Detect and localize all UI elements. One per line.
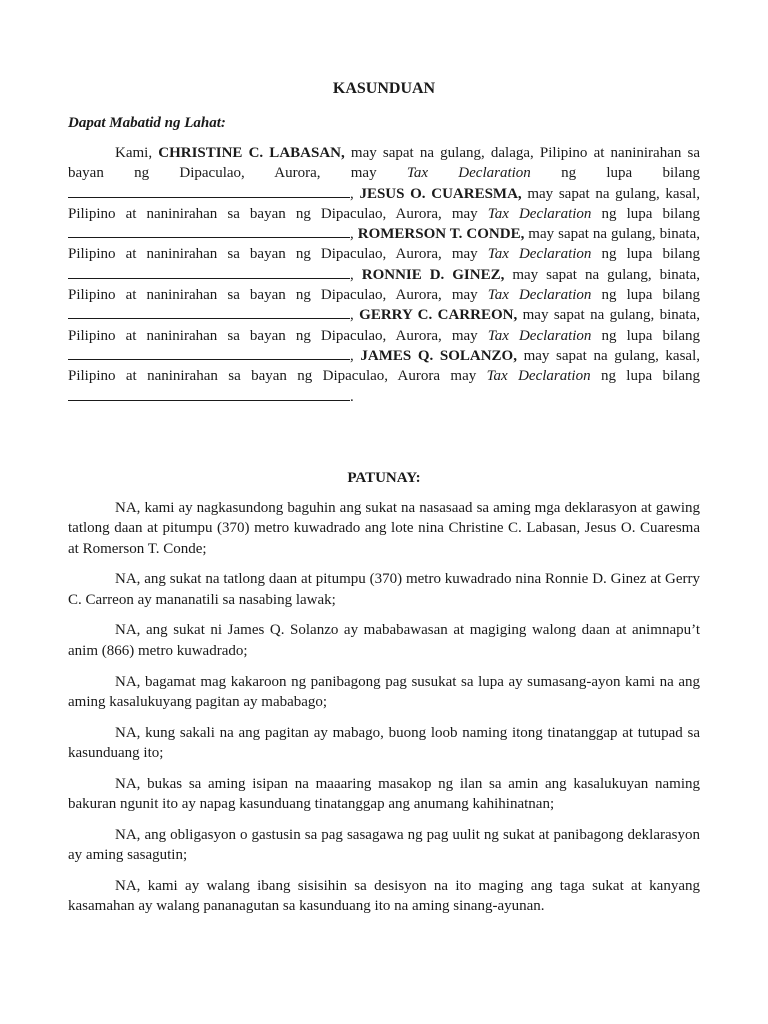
- clause-list: [68, 498, 700, 927]
- lot-number-blank-6[interactable]: [68, 388, 350, 401]
- tax-declaration-label-5: Tax Declaration: [487, 327, 592, 344]
- party-end-2: ,: [350, 226, 358, 243]
- intro-opening: Kami,: [115, 145, 159, 161]
- party-name-5: GERRY C. CARREON,: [359, 307, 518, 324]
- clause-paragraph: NA, ang sukat ni James Q. Solanzo ay mababawasan at magiging walong daan at animnapu’t anim (866) metro kuwadrado;: [68, 622, 700, 659]
- clause-paragraph: NA, bagamat mag kakaroon ng panibagong pag susukat sa lupa ay sumasang-ayon kami na ang aming kasalukuyang pagitan ay mababago;: [68, 673, 700, 710]
- lot-number-blank-2[interactable]: [68, 225, 350, 238]
- clause-paragraph: NA, ang obligasyon o gastusin sa pag sasagawa ng pag uulit ng sukat at panibagong deklarasyon ay aming sasagutin;: [68, 826, 700, 864]
- tax-declaration-label-2: Tax Declaration: [487, 205, 592, 222]
- party-end-4: ,: [350, 307, 360, 324]
- party-name-4: RONNIE D. GINEZ,: [361, 266, 505, 283]
- party-name-2: JESUS O. CUARESMA,: [359, 185, 522, 202]
- lot-number-blank-3[interactable]: [68, 266, 350, 279]
- party-end-1: ,: [350, 185, 360, 202]
- party-details-5: may sapat na gulang, binata, Pilipino at naninirahan sa bayan ng Dipaculao, Aurora, may: [68, 307, 700, 344]
- party-lot-label-5: ng lupa bilang: [591, 327, 700, 344]
- lot-number-blank-1[interactable]: [68, 185, 350, 198]
- tax-declaration-label-4: Tax Declaration: [487, 287, 592, 304]
- tax-declaration-label-3: Tax Declaration: [487, 246, 592, 263]
- lot-number-blank-4[interactable]: [68, 306, 350, 319]
- party-name-6: JAMES Q. SOLANZO,: [360, 347, 517, 364]
- party-details-1: may sapat na gulang, dalaga, Pilipino at naninirahan sa bayan ng Dipaculao, Aurora, may: [68, 145, 701, 182]
- lot-number-blank-5[interactable]: [68, 347, 350, 360]
- clause-paragraph: NA, kung sakali na ang pagitan ay mabago, buong loob naming itong tinatanggap at tutupad sa kasunduang ito;: [68, 724, 700, 761]
- party-end-3: ,: [350, 266, 362, 283]
- section-heading-patunay: PATUNAY:: [347, 470, 421, 486]
- party-lot-label-1: ng lupa bilang: [530, 165, 700, 182]
- party-details-4: may sapat na gulang, binata, Pilipino at naninirahan sa bayan ng Dipaculao, Aurora, may: [68, 266, 701, 304]
- party-details-2: may sapat na gulang, kasal, Pilipino at naninirahan sa bayan ng Dipaculao, Aurora, may: [68, 185, 701, 222]
- party-end-5: ,: [350, 347, 361, 364]
- tax-declaration-label-6: Tax Declaration: [486, 368, 591, 385]
- party-lot-label-3: ng lupa bilang: [591, 246, 700, 263]
- party-name-1: CHRISTINE C. LABASAN,: [158, 145, 345, 161]
- party-lot-label-4: ng lupa bilang: [591, 287, 700, 304]
- clause-paragraph: NA, kami ay nagkasundong baguhin ang sukat na nasasaad sa aming mga deklarasyon at gawing tatlong daan at pitumpu (370) metro kuwadrado ang lote nina Christine C. Labasan, Jesus O. Cuaresma at Romerson T. Conde;: [68, 500, 700, 557]
- clause-paragraph: NA, ang sukat na tatlong daan at pitumpu (370) metro kuwadrado nina Ronnie D. Ginez at Gerry C. Carreon ay mananatili sa nasabing lawak;: [68, 571, 700, 608]
- clause-paragraph: NA, kami ay walang ibang sisisihin sa desisyon na ito maging ang taga sukat at kanyang kasamahan ay walang pananagutan sa kasunduang ito na aming sinang-ayunan.: [68, 877, 700, 915]
- party-lot-label-6: ng lupa bilang: [590, 368, 700, 385]
- party-lot-label-2: ng lupa bilang: [591, 205, 700, 222]
- salutation: Dapat Mabatid ng Lahat:: [68, 115, 226, 131]
- party-end-6: .: [350, 388, 354, 405]
- document-title: KASUNDUAN: [332, 80, 436, 97]
- party-name-3: ROMERSON T. CONDE,: [357, 226, 525, 243]
- intro-paragraph: [68, 143, 700, 407]
- clause-paragraph: NA, bukas sa aming isipan na maaaring masakop ng ilan sa amin ang kasalukuyan naming bakuran ngunit ito ay napag kasunduang tinatanggap ang anumang kahihinatnan;: [68, 775, 700, 813]
- party-details-3: may sapat na gulang, binata, Pilipino at naninirahan sa bayan ng Dipaculao, Aurora, may: [68, 226, 700, 263]
- party-details-6: may sapat na gulang, kasal, Pilipino at naninirahan sa bayan ng Dipaculao, Aurora may: [68, 347, 701, 385]
- tax-declaration-label-1: Tax Declaration: [406, 165, 531, 182]
